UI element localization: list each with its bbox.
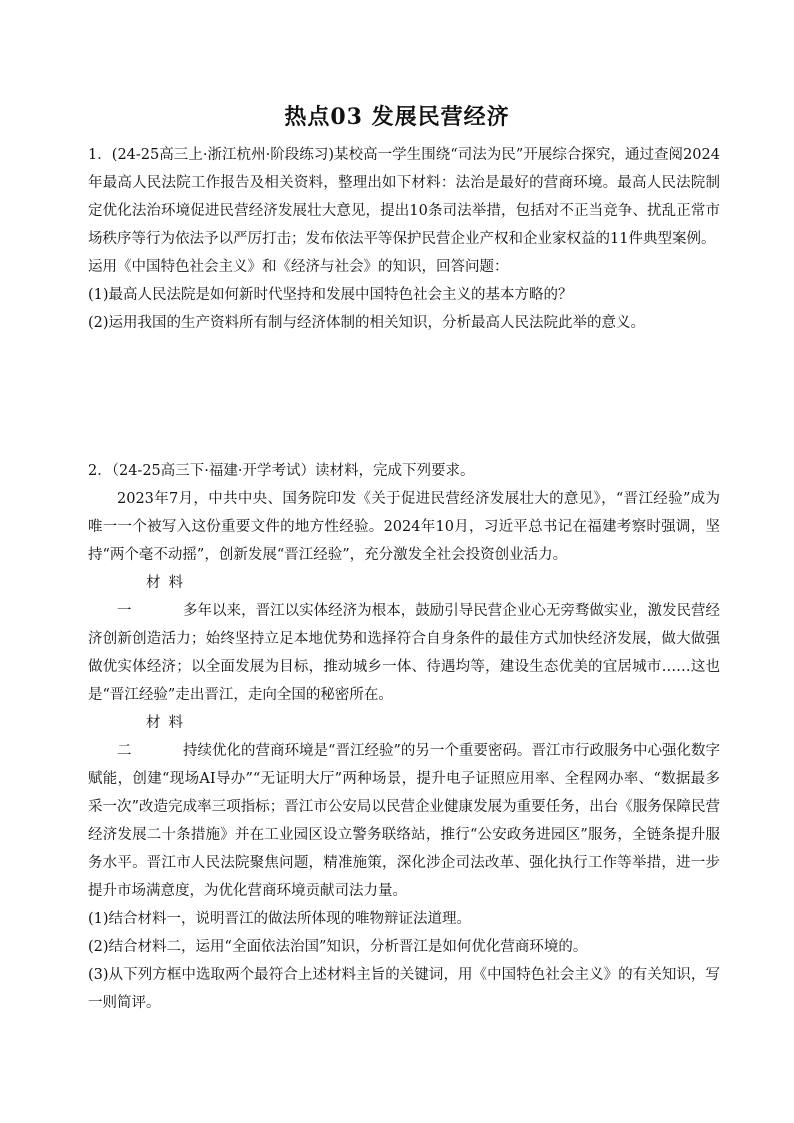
question-1-sub-2: (2)运用我国的生产资料所有制与经济体制的相关知识，分析最高人民法院此举的意义。 — [88, 315, 646, 331]
material-1-text: 多年以来，晋江以实体经济为根本，鼓励引导民营企业心无旁骛做实业，激发民营经济创新创造活力；始终坚持立足本地优势和选择符合自身条件的最佳方式加快经济发展，做大做强做优实体经济；以全面发展为目标，推动城乡一体、待遇均等，建设生态优美的宜居城市……这也是“晋江经验”走出晋江，走向全国的秘密所在。 — [88, 603, 720, 703]
question-2-sub-1: (1)结合材料一，说明晋江的做法所体现的唯物辩证法道理。 — [88, 911, 472, 927]
question-2-sub-2: (2)结合材料二，运用“全面依法治国”知识，分析晋江是如何优化营商环境的。 — [88, 939, 588, 955]
material-2 — [88, 709, 720, 905]
page-title: 热点03 发展民营经济 — [284, 104, 510, 130]
question-1-stem: 1．(24-25高三上·浙江杭州·阶段练习)某校高一学生围绕“司法为民”开展综合探究，通过查阅2024年最高人民法院工作报告及相关资料，整理出如下材料：法治是最好的营商环境。最高人民法院制定优化法治环境促进民营经济发展壮大意见，提出10条司法举措，包括对不正当竞争、扰乱正常市场秩序等行为依法予以严厉打击；发布依法平等保护民营企业产权和企业家权益的11件典型案例。 — [88, 147, 720, 247]
material-2-label: 材料二 — [117, 715, 183, 759]
question-1-sub-1: (1)最高人民法院是如何新时代坚持和发展中国特色社会主义的基本方略的？ — [88, 287, 573, 303]
question-1 — [88, 141, 720, 337]
question-2-intro: 2023年7月，中共中央、国务院印发《关于促进民营经济发展壮大的意见》，“晋江经验”成为唯一一个被写入这份重要文件的地方性经验。2024年10月，习近平总书记在福建考察时强调，坚持“两个毫不动摇”，创新发展“晋江经验”，充分激发全社会投资创业活力。 — [88, 491, 720, 563]
material-2-text: 持续优化的营商环境是“晋江经验”的另一个重要密码。晋江市行政服务中心强化数字赋能，创建“现场AI导办”“无证明大厅”两种场景，提升电子证照应用率、全程网办率、“数据最多采一次”改造完成率三项指标；晋江市公安局以民营企业健康发展为重要任务，出台《服务保障民营经济发展二十条措施》并在工业园区设立警务联络站，推行“公安政务进园区”服务，全链条提升服务水平。晋江市人民法院聚焦问题，精准施策，深化涉企司法改革、强化执行工作等举措，进一步提升市场满意度，为优化营商环境贡献司法力量。 — [88, 743, 720, 899]
question-2 — [88, 457, 720, 1017]
question-1-instruction: 运用《中国特色社会主义》和《经济与社会》的知识，回答问题： — [88, 259, 509, 275]
material-1-label: 材料一 — [117, 575, 183, 619]
question-2-stem: 2．（24-25高三下·福建·开学考试）读材料，完成下列要求。 — [88, 463, 475, 479]
question-2-sub-3: (3)从下列方框中选取两个最符合上述材料主旨的关键词，用《中国特色社会主义》的有关知识，写一则简评。 — [88, 967, 720, 1011]
material-1 — [88, 569, 720, 709]
